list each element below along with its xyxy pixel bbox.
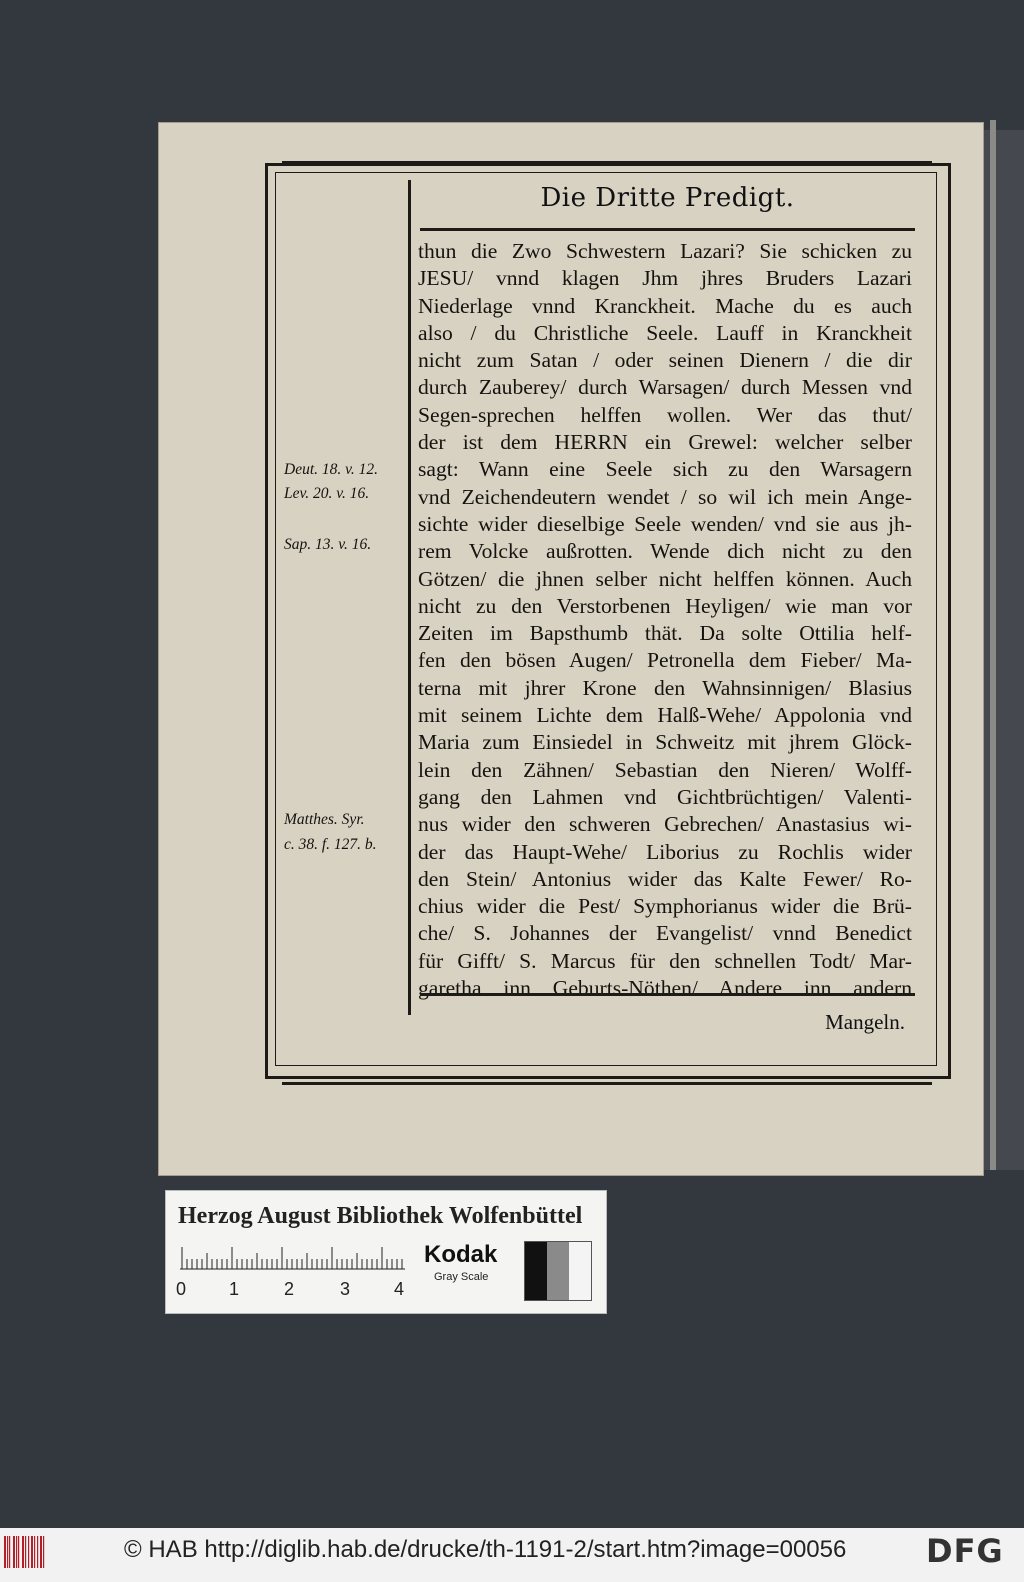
body-line: Zeiten im Bapsthumb thät. Da solte Ottilia helf- [418, 621, 912, 646]
body-line: durch Zauberey/ durch Warsagen/ durch Messen vnd [418, 375, 912, 400]
body-line: nicht zu den Verstorbenen Heyligen/ wie man vor [418, 593, 912, 618]
kodak-subtitle: Gray Scale [434, 1271, 489, 1283]
ruler-number: 2 [284, 1279, 295, 1299]
page-edge-shadow [990, 120, 996, 1170]
body-line: Niederlage vnnd Kranckheit. Mache du es auch [418, 293, 912, 318]
footer-bar [0, 1528, 1024, 1582]
body-line: Maria zum Einsiedel in Schweitz mit jhrem Glöck- [418, 730, 912, 755]
margin-note: Matthes. Syr. [284, 811, 365, 828]
margin-note: c. 38. f. 127. b. [284, 836, 377, 853]
body-line: lein den Zähnen/ Sebastian den Nieren/ Wolff- [418, 757, 912, 782]
body-line: garetha inn Geburts-Nöthen/ Andere inn andern [418, 976, 912, 1001]
body-text [418, 238, 912, 1002]
margin-note: Lev. 20. v. 16. [284, 485, 370, 502]
ruler-number: 4 [394, 1279, 405, 1299]
body-line: der ist dem HERRN ein Grewel: welcher selber [418, 430, 912, 455]
footer-source-link[interactable]: © HAB http://diglib.hab.de/drucke/th-1191-2/start.htm?image=00056 [124, 1536, 847, 1563]
body-line: sagt: Wann eine Seele sich zu den Warsagern [418, 457, 912, 482]
kodak-logo: Kodak [424, 1241, 498, 1268]
ruler-number: 3 [340, 1279, 351, 1299]
body-line: che/ S. Johannes der Evangelist/ vnnd Benedict [418, 921, 912, 946]
running-head: Die Dritte Predigt. [540, 183, 795, 213]
body-line: JESU/ vnnd klagen Jhm jhres Bruders Lazari [418, 266, 912, 291]
barcode-icon [4, 1534, 48, 1570]
body-line: der das Haupt-Wehe/ Liborius zu Rochlis wider [418, 839, 912, 864]
head-rule [420, 228, 915, 231]
body-line: thun die Zwo Schwestern Lazari? Sie schicken zu [418, 239, 912, 263]
body-line: Segen-sprechen helffen wollen. Wer das thut/ [418, 402, 912, 427]
calibration-card [165, 1190, 607, 1314]
swatch-gray [547, 1242, 569, 1300]
body-line: also / du Christliche Seele. Lauff in Kranckheit [418, 320, 912, 345]
body-line: vnd Zeichendeutern wendet / so wil ich mein Ange- [418, 484, 912, 509]
body-line: nicht zum Satan / oder seinen Dienern / die dir [418, 348, 912, 373]
body-line: den Stein/ Antonius wider das Kalte Fewer/ Ro- [418, 866, 912, 891]
body-line: sichte wider dieselbige Seele wenden/ vnd sie aus jh- [418, 511, 912, 536]
catchword: Mangeln. [825, 1010, 905, 1034]
margin-column-rule [408, 180, 411, 1015]
body-line: mit seinem Lichte dem Halß-Wehe/ Appolonia vnd [418, 703, 912, 728]
frame-rule-bottom [282, 1082, 932, 1085]
body-line: terna mit jhrer Krone den Wahnsinnigen/ Blasius [418, 675, 912, 700]
margin-note: Deut. 18. v. 12. [284, 461, 378, 478]
body-line: chius wider die Pest/ Symphorianus wider die Brü- [418, 894, 912, 919]
ruler-number: 1 [229, 1279, 240, 1299]
body-line: rem Volcke außrotten. Wende dich nicht zu den [418, 539, 912, 564]
gray-scale-swatches [524, 1241, 592, 1301]
swatch-white [569, 1242, 591, 1300]
body-line: nus wider den schweren Gebrechen/ Anastasius wi- [418, 812, 912, 837]
margin-note: Sap. 13. v. 16. [284, 536, 372, 553]
body-line: für Gifft/ S. Marcus für den schnellen Todt/ Mar- [418, 948, 912, 973]
ruler-number: 0 [176, 1279, 187, 1299]
card-title: Herzog August Bibliothek Wolfenbüttel [178, 1203, 583, 1229]
body-line: Götzen/ die jhnen selber nicht helffen können. Auch [418, 566, 912, 591]
foot-rule [420, 993, 915, 996]
swatch-black [525, 1242, 547, 1300]
book-edge [982, 130, 1024, 1170]
ruler-icon [180, 1241, 405, 1273]
dfg-logo: DFG [926, 1532, 1004, 1570]
body-line: fen den bösen Augen/ Petronella dem Fieber/ Ma- [418, 648, 912, 673]
body-line: gang den Lahmen vnd Gichtbrüchtigen/ Valenti- [418, 784, 912, 809]
